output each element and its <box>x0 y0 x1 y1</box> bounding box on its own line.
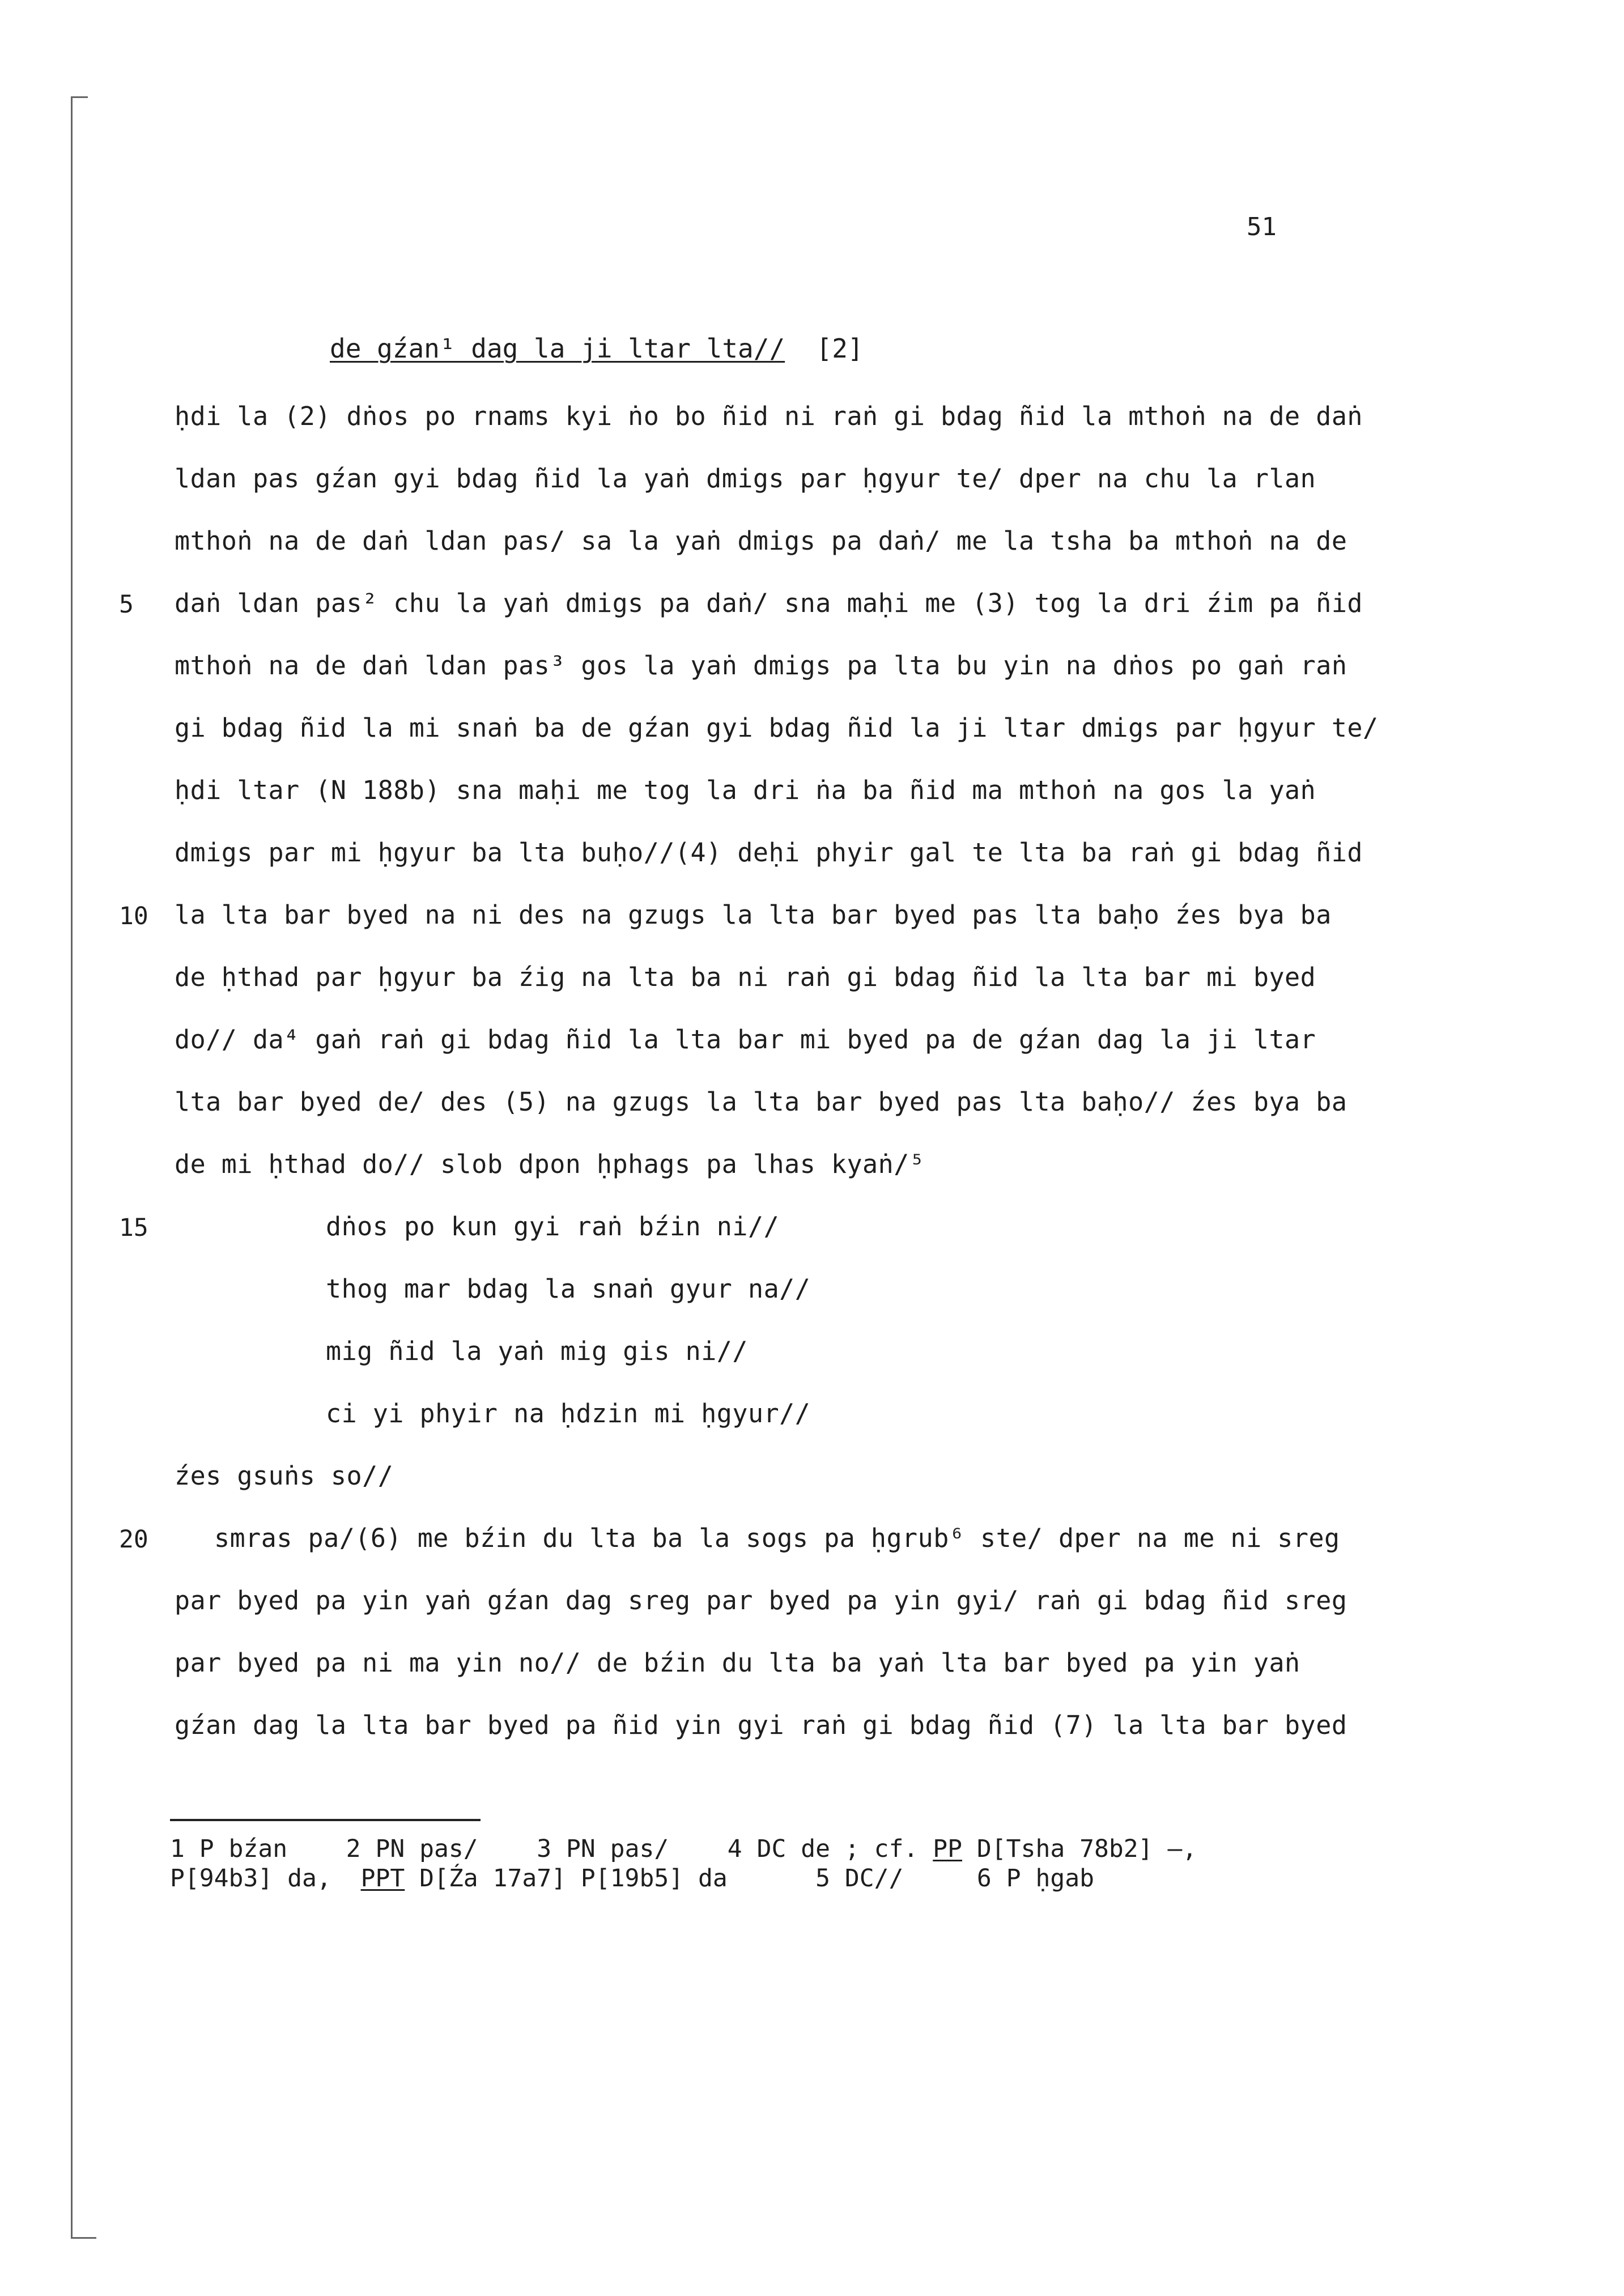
footnote-row-2 <box>170 1864 1094 1893</box>
text-line-20: par byed pa yin yaṅ gźan dag sreg par byed pa yin gyi/ raṅ gi bdag ñid sreg <box>175 1585 1347 1615</box>
footnote-4: 4 DC de ; cf. <box>727 1835 919 1863</box>
text-line-1: ḥdi la (2) dṅos po rnams kyi ṅo bo ñid ni raṅ gi bdag ñid la mthoṅ na de daṅ <box>175 401 1363 431</box>
verse-line-3: mig ñid la yaṅ mig gis ni// <box>326 1336 748 1366</box>
text-line-22: gźan dag la lta bar byed pa ñid yin gyi raṅ gi bdag ñid (7) la lta bar byed <box>175 1710 1347 1740</box>
footnote-1: 1 P bźan <box>170 1835 288 1863</box>
text-line-18: źes gsuṅs so// <box>175 1461 394 1491</box>
text-line-12: lta bar byed de/ des (5) na gzugs la lta bar byed pas lta baḥo// źes bya ba <box>175 1087 1347 1117</box>
text-line-6: gi bdag ñid la mi snaṅ ba de gźan gyi bdag ñid la ji ltar dmigs par ḥgyur te/ <box>175 713 1379 743</box>
line-number-5: 5 <box>119 590 134 619</box>
page-number: 51 <box>1247 212 1277 241</box>
footnote-4-ref-2: D[Źa 17a7] P[19b5] da <box>419 1864 728 1893</box>
text-line-9: la lta bar byed na ni des na gzugs la lta bar byed pas lta baḥo źes bya ba <box>175 900 1332 930</box>
text-line-7: ḥdi ltar (N 188b) sna maḥi me tog la dri ṅa ba ñid ma mthoṅ na gos la yaṅ <box>175 775 1316 805</box>
section-heading <box>330 333 864 364</box>
text-line-3: mthoṅ na de daṅ ldan pas/ sa la yaṅ dmigs pa daṅ/ me la tsha ba mthoṅ na de <box>175 526 1347 556</box>
heading-title: de gźan¹ dag la ji ltar lta// <box>330 333 785 364</box>
line-number-20: 20 <box>119 1525 148 1554</box>
text-line-19: smras pa/(6) me bźin du lta ba la sogs pa ḥgrub⁶ ste/ dper na me ni sreg <box>214 1523 1340 1553</box>
verse-line-2: thog mar bdag la snaṅ gyur na// <box>326 1274 811 1304</box>
footnote-4-siglum: PP <box>933 1835 963 1863</box>
footnote-row-1 <box>170 1835 1197 1863</box>
text-line-5: mthoṅ na de daṅ ldan pas³ gos la yaṅ dmigs pa lta bu yin na dṅos po gaṅ raṅ <box>175 650 1347 681</box>
left-margin-line <box>71 96 73 2238</box>
left-margin-top-tick <box>71 96 88 98</box>
footnote-6: 6 P ḥgab <box>976 1864 1095 1893</box>
heading-ref: [2] <box>816 333 864 364</box>
text-line-2: ldan pas gźan gyi bdag ñid la yaṅ dmigs par ḥgyur te/ dper na chu la rlan <box>175 464 1316 494</box>
text-line-13: de mi ḥthad do// slob dpon ḥphags pa lhas kyaṅ/⁵ <box>175 1149 925 1179</box>
verse-line-1: dṅos po kun gyi raṅ bźin ni// <box>326 1211 780 1241</box>
text-line-10: de ḥthad par ḥgyur ba źig na lta ba ni raṅ gi bdag ñid la lta bar mi byed <box>175 962 1316 992</box>
text-line-8: dmigs par mi ḥgyur ba lta buḥo//(4) deḥi phyir gal te lta ba raṅ gi bdag ñid <box>175 837 1363 868</box>
line-number-15: 15 <box>119 1214 148 1242</box>
text-line-11: do// da⁴ gaṅ raṅ gi bdag ñid la lta bar mi byed pa de gźan dag la ji ltar <box>175 1024 1316 1055</box>
footnote-4-ref: D[Tsha 78b2] —, <box>976 1835 1197 1863</box>
left-margin-bottom-tick <box>71 2237 96 2239</box>
footnote-rule <box>170 1819 481 1821</box>
footnote-4-siglum-2: PPT <box>360 1864 405 1893</box>
footnote-3: 3 PN pas/ <box>537 1835 669 1863</box>
text-line-4: daṅ ldan pas² chu la yaṅ dmigs pa daṅ/ sna maḥi me (3) tog la dri źim pa ñid <box>175 588 1363 618</box>
verse-line-4: ci yi phyir na ḥdzin mi ḥgyur// <box>326 1398 811 1428</box>
footnote-5: 5 DC// <box>815 1864 904 1893</box>
footnote-4-cont: P[94b3] da, <box>170 1864 331 1893</box>
footnote-2: 2 PN pas/ <box>346 1835 478 1863</box>
text-line-21: par byed pa ni ma yin no// de bźin du lta ba yaṅ lta bar byed pa yin yaṅ <box>175 1648 1300 1678</box>
line-number-10: 10 <box>119 902 148 930</box>
